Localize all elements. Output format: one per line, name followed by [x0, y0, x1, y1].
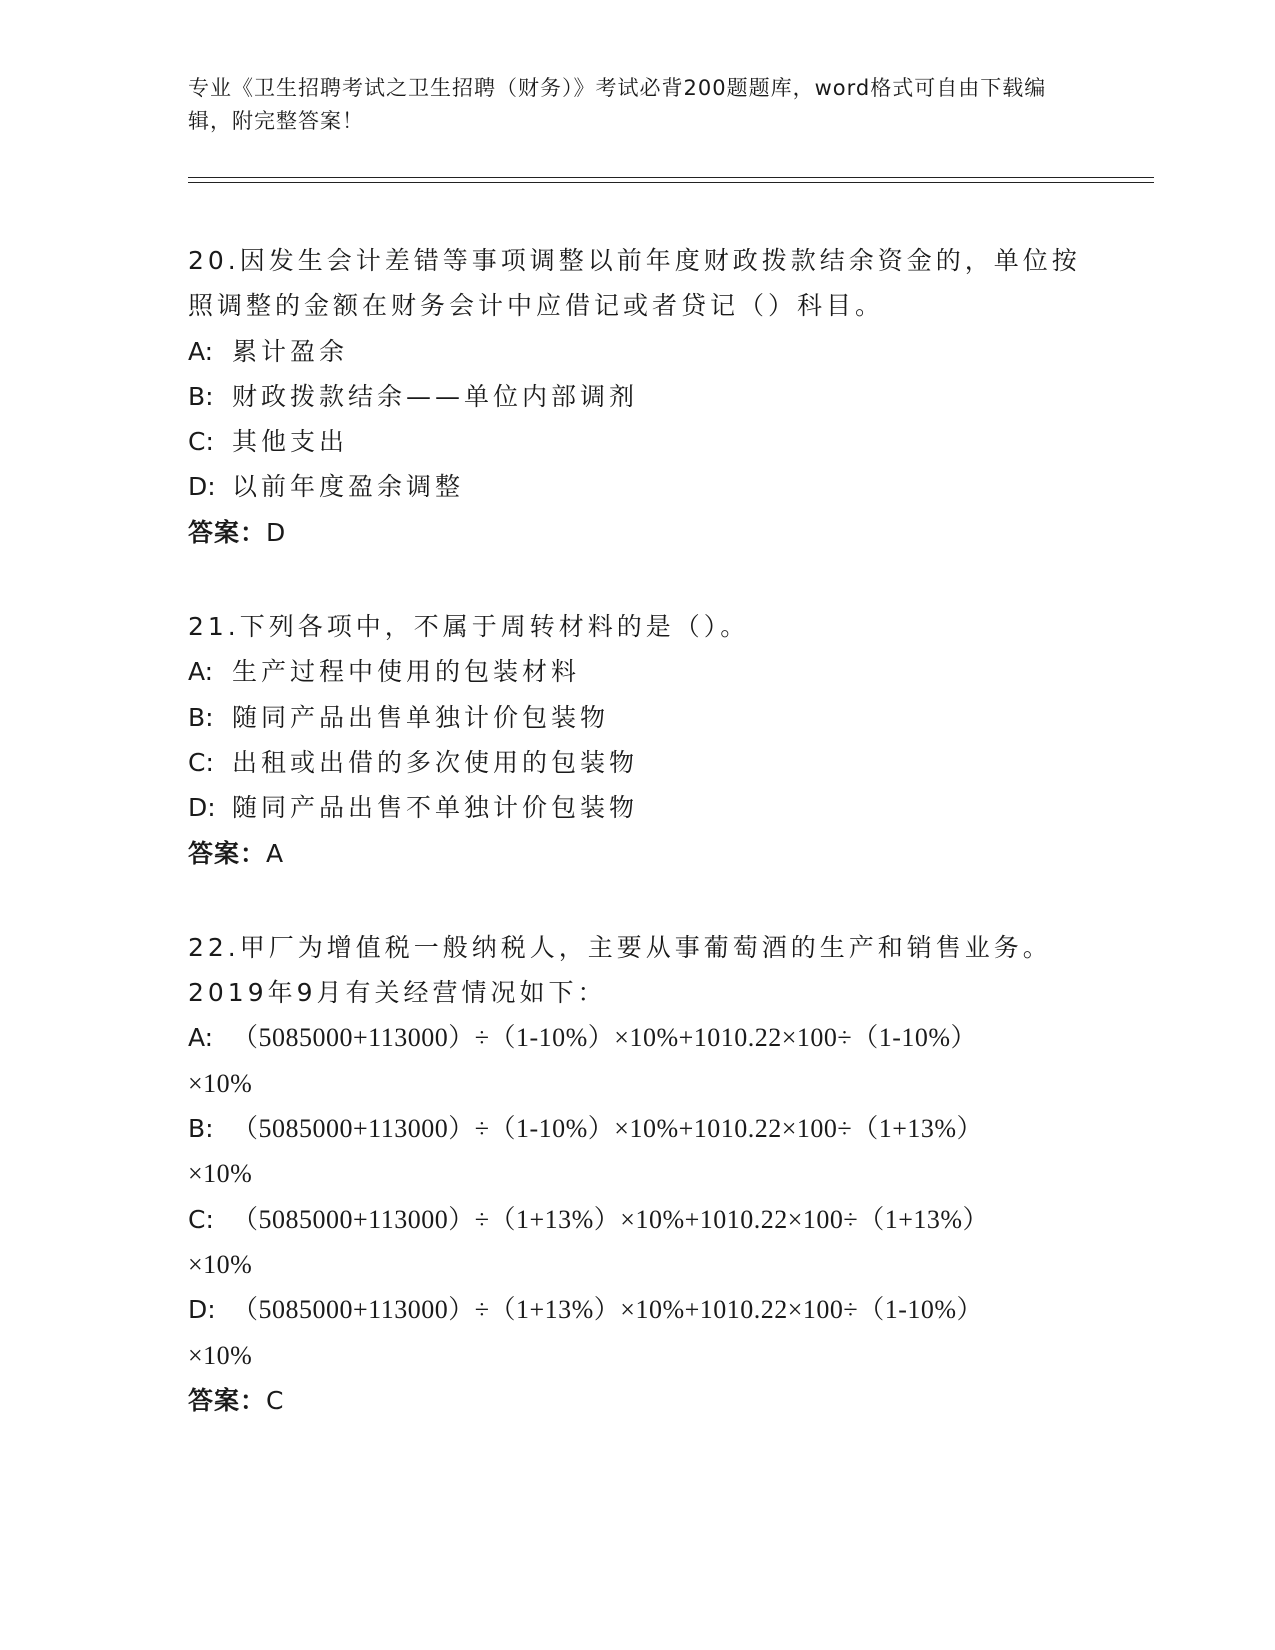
option-text: 随同产品出售不单独计价包装物 [232, 793, 639, 823]
option-text: 以前年度盈余调整 [232, 472, 465, 502]
option-a [188, 1015, 1088, 1060]
option-label: C: [188, 1204, 214, 1234]
option-b-continued: ×10% [188, 1159, 253, 1189]
option-text: 生产过程中使用的包装材料 [232, 657, 581, 687]
option-text: 财政拨款结余——单位内部调剂 [232, 381, 639, 411]
option-text: 累计盈余 [232, 336, 349, 366]
option-text: （5085000+113000）÷（1+13%）×10%+1010.22×100÷（1+13%） [232, 1204, 990, 1234]
option-b [188, 695, 1088, 740]
question-stem: 22.甲厂为增值税一般纳税人，主要从事葡萄酒的生产和销售业务。 [188, 932, 1052, 962]
question-stem: 20.因发生会计差错等事项调整以前年度财政拨款结余资金的，单位按 [188, 246, 1081, 275]
option-a [188, 329, 1088, 374]
option-b [188, 374, 1088, 419]
option-label: D: [188, 793, 216, 823]
option-c [188, 740, 1088, 785]
question-stem: 21.下列各项中，不属于周转材料的是（）。 [188, 612, 750, 642]
option-label: D: [188, 472, 216, 502]
question-stem-continued: 照调整的金额在财务会计中应借记或者贷记（）科目。 [188, 291, 885, 321]
document-intro [188, 72, 1068, 138]
option-text: 其他支出 [232, 427, 349, 457]
header-divider-bottom [188, 182, 1154, 183]
answer [188, 831, 1088, 876]
option-text: 随同产品出售单独计价包装物 [232, 702, 610, 732]
option-label: B: [188, 1114, 214, 1144]
option-d [188, 1287, 1088, 1332]
option-c-continued: ×10% [188, 1249, 253, 1279]
answer-label: 答案： [188, 517, 267, 547]
option-text: 出租或出借的多次使用的包装物 [232, 747, 639, 777]
option-label: B: [188, 702, 214, 732]
option-text: （5085000+113000）÷（1+13%）×10%+1010.22×100÷（1-10%） [232, 1295, 984, 1325]
question-22 [188, 925, 1088, 1423]
option-text: （5085000+113000）÷（1-10%）×10%+1010.22×100÷（1+13%） [232, 1114, 984, 1144]
option-c [188, 1197, 1088, 1242]
answer-value: A [266, 838, 285, 868]
answer-value: D [266, 517, 287, 547]
option-a-continued: ×10% [188, 1068, 253, 1098]
answer-value: C [266, 1385, 285, 1415]
question-stem-continued: 2019年9月有关经营情况如下： [188, 978, 607, 1008]
answer-label: 答案： [188, 838, 267, 868]
option-text: （5085000+113000）÷（1-10%）×10%+1010.22×100÷（1-10%） [232, 1023, 978, 1053]
question-list [188, 238, 1088, 1472]
option-c [188, 419, 1088, 464]
option-label: C: [188, 747, 214, 777]
option-d [188, 464, 1088, 509]
question-20 [188, 238, 1088, 555]
answer [188, 1378, 1088, 1423]
option-label: D: [188, 1295, 216, 1325]
question-21 [188, 604, 1088, 876]
option-a [188, 649, 1088, 694]
intro-text: 专业《卫生招聘考试之卫生招聘（财务）》考试必背200题题库，word格式可自由下载编辑，附完整答案！ [188, 76, 1047, 133]
option-label: A: [188, 336, 214, 366]
option-d-continued: ×10% [188, 1340, 253, 1370]
answer [188, 510, 1088, 555]
option-label: C: [188, 427, 214, 457]
option-label: B: [188, 381, 214, 411]
answer-label: 答案： [188, 1385, 267, 1415]
option-b [188, 1106, 1088, 1151]
option-d [188, 785, 1088, 830]
option-label: A: [188, 657, 214, 687]
header-divider-top [188, 177, 1154, 178]
option-label: A: [188, 1023, 214, 1053]
